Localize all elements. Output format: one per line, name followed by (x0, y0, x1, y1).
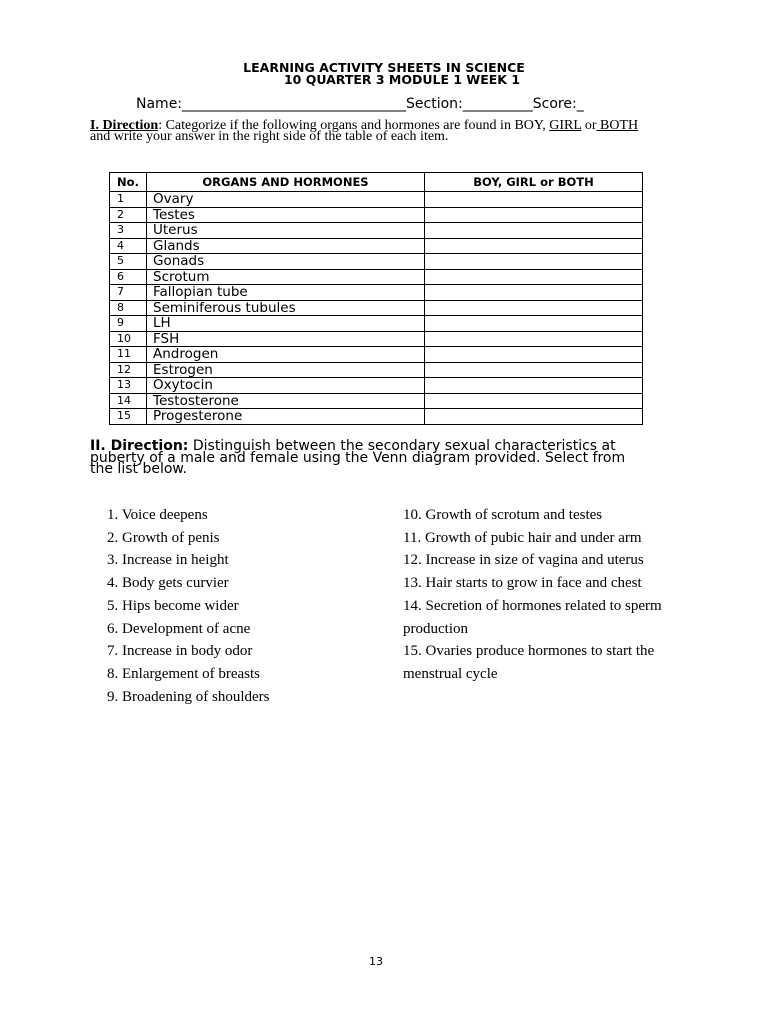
organ-hormone-name: Testes (147, 207, 425, 223)
row-number: 1 (110, 192, 147, 208)
answer-cell[interactable] (425, 223, 643, 239)
organ-hormone-name: FSH (147, 331, 425, 347)
answer-cell[interactable] (425, 316, 643, 332)
list-item: production (403, 620, 468, 637)
organ-hormone-name: Progesterone (147, 409, 425, 425)
table-row (110, 300, 643, 316)
direction-2-text: Distinguish between the secondary sexual characteristics at puberty of a male and female using the Venn diagram provided. Select from the list below. (90, 438, 626, 477)
table-row (110, 254, 643, 270)
answer-cell[interactable] (425, 362, 643, 378)
section-blank[interactable]: __________ (462, 96, 533, 112)
organ-hormone-name: Fallopian tube (147, 285, 425, 301)
answer-cell[interactable] (425, 347, 643, 363)
table-row (110, 409, 643, 425)
list-item: 15. Ovaries produce hormones to start the (403, 643, 655, 660)
list-item: 13. Hair starts to grow in face and chest (403, 575, 642, 592)
answer-cell[interactable] (425, 285, 643, 301)
characteristics-list-column-1 (107, 504, 387, 708)
row-number: 12 (110, 362, 147, 378)
organ-hormone-name: Oxytocin (147, 378, 425, 394)
answer-cell[interactable] (425, 238, 643, 254)
direction-2 (90, 438, 650, 477)
row-number: 6 (110, 269, 147, 285)
header-organs-hormones: ORGANS AND HORMONES (147, 173, 425, 192)
table-row (110, 269, 643, 285)
row-number: 13 (110, 378, 147, 394)
direction-1-heading: I. Direction (90, 118, 159, 133)
row-number: 2 (110, 207, 147, 223)
row-number: 3 (110, 223, 147, 239)
row-number: 14 (110, 393, 147, 409)
direction-1-girl: GIRL (549, 118, 582, 133)
page-number: 13 (369, 955, 383, 968)
list-item: 12. Increase in size of vagina and uterus (403, 552, 644, 569)
answer-cell[interactable] (425, 300, 643, 316)
table-row (110, 393, 643, 409)
list-item: 7. Increase in body odor (107, 643, 253, 660)
list-item: 14. Secretion of hormones related to sperm (403, 597, 662, 614)
answer-cell[interactable] (425, 331, 643, 347)
organ-hormone-name: LH (147, 316, 425, 332)
direction-2-heading: II. Direction: (90, 438, 189, 454)
answer-cell[interactable] (425, 378, 643, 394)
row-number: 8 (110, 300, 147, 316)
row-number: 10 (110, 331, 147, 347)
row-number: 5 (110, 254, 147, 270)
direction-1 (90, 120, 650, 142)
table-row (110, 223, 643, 239)
header-answer: BOY, GIRL or BOTH (425, 173, 643, 192)
organ-hormone-name: Ovary (147, 192, 425, 208)
list-item: 6. Development of acne (107, 620, 251, 637)
row-number: 11 (110, 347, 147, 363)
list-item: 10. Growth of scrotum and testes (403, 507, 603, 523)
score-blank[interactable]: _ (576, 96, 584, 112)
table-row (110, 347, 643, 363)
organ-hormone-name: Testosterone (147, 393, 425, 409)
organ-hormone-name: Gonads (147, 254, 425, 270)
direction-1-text-c: and write your answer in the right side of the table of each item. (90, 129, 449, 144)
organ-hormone-name: Scrotum (147, 269, 425, 285)
row-number: 15 (110, 409, 147, 425)
organs-hormones-table (109, 172, 643, 425)
section-label: Section: (406, 96, 463, 112)
direction-1-text-a: : Categorize if the following organs and hormones are found in BOY, (158, 118, 550, 133)
table-row (110, 362, 643, 378)
list-item: 8. Enlargement of breasts (107, 665, 261, 682)
answer-cell[interactable] (425, 269, 643, 285)
organ-hormone-name: Uterus (147, 223, 425, 239)
list-item: 1. Voice deepens (107, 507, 208, 523)
list-item: 4. Body gets curvier (107, 575, 229, 592)
organ-hormone-name: Glands (147, 238, 425, 254)
list-item: menstrual cycle (403, 665, 498, 682)
row-number: 9 (110, 316, 147, 332)
table-body (110, 192, 643, 425)
table-row (110, 331, 643, 347)
answer-cell[interactable] (425, 254, 643, 270)
name-blank[interactable]: ________________________________ (182, 96, 407, 112)
table-row (110, 192, 643, 208)
direction-1-both: BOTH (596, 118, 639, 133)
list-item: 11. Growth of pubic hair and under arm (403, 529, 642, 546)
student-info-line (136, 96, 584, 112)
organ-hormone-name: Seminiferous tubules (147, 300, 425, 316)
name-label: Name: (136, 96, 183, 112)
title-line-1: LEARNING ACTIVITY SHEETS IN SCIENCE (243, 60, 525, 75)
list-item: 9. Broadening of shoulders (107, 688, 270, 705)
table-row (110, 207, 643, 223)
score-label: Score: (532, 96, 577, 112)
table-row (110, 316, 643, 332)
organ-hormone-name: Estrogen (147, 362, 425, 378)
answer-cell[interactable] (425, 393, 643, 409)
list-item: 3. Increase in height (107, 552, 229, 569)
direction-1-text-b: or (581, 118, 597, 133)
table-row (110, 238, 643, 254)
table-row (110, 378, 643, 394)
list-item: 2. Growth of penis (107, 529, 220, 546)
answer-cell[interactable] (425, 409, 643, 425)
characteristics-list-column-2 (403, 504, 663, 686)
table-header-row (110, 173, 643, 192)
answer-cell[interactable] (425, 192, 643, 208)
table-row (110, 285, 643, 301)
organ-hormone-name: Androgen (147, 347, 425, 363)
row-number: 4 (110, 238, 147, 254)
list-item: 5. Hips become wider (107, 597, 239, 614)
header-no: No. (110, 173, 147, 192)
title-line-2: 10 QUARTER 3 MODULE 1 WEEK 1 (283, 72, 521, 87)
row-number: 7 (110, 285, 147, 301)
answer-cell[interactable] (425, 207, 643, 223)
